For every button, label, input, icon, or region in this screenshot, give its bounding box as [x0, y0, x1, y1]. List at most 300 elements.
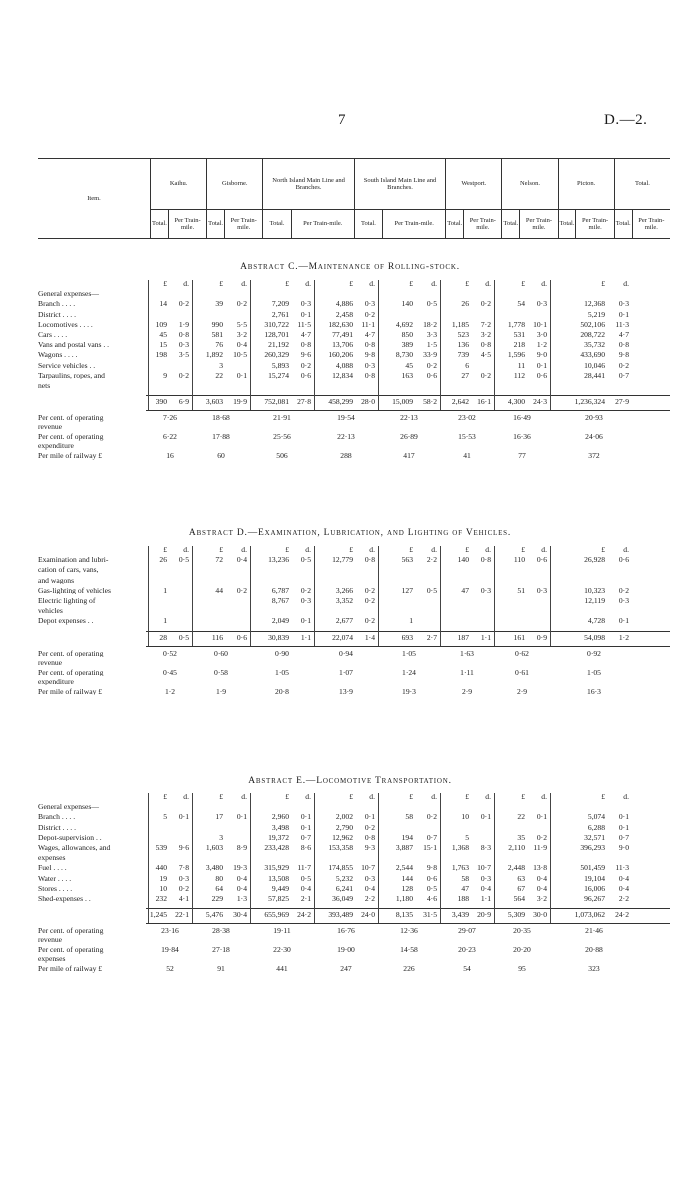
- row-value: 1,596: [507, 350, 525, 360]
- row-value: 15: [159, 340, 167, 350]
- stat-value: 20·35: [513, 926, 531, 936]
- stat-value: 0·45: [163, 667, 177, 677]
- row-value: 564: [513, 894, 525, 903]
- unit-label: d.: [623, 545, 629, 554]
- total-value: 24·0: [361, 910, 375, 920]
- column-divider: [314, 793, 315, 923]
- row-value: 3: [219, 360, 223, 370]
- row-label: Electric lighting of: [38, 597, 96, 605]
- row-value: 0·2: [426, 360, 437, 370]
- stat-value: 0·90: [275, 648, 289, 658]
- row-value: 26: [159, 555, 167, 565]
- unit-label: d.: [541, 279, 547, 288]
- row-value: 0·8: [618, 340, 629, 350]
- unit-label: £: [285, 545, 289, 554]
- header-south-island: South Island Main Line and Branches.: [354, 159, 445, 210]
- row-value: 4,692: [395, 319, 413, 329]
- column-divider: [440, 793, 441, 923]
- row-value: 5: [163, 812, 167, 822]
- row-value: 0·3: [364, 360, 375, 370]
- unit-label: d.: [485, 279, 491, 288]
- abstract-e-title: Abstract E.—Locomotive Transportation.: [248, 776, 452, 786]
- unit-label: £: [285, 792, 289, 801]
- stat-value: 0·60: [214, 648, 228, 658]
- column-divider: [314, 546, 315, 646]
- row-value: 0·3: [618, 596, 629, 605]
- row-label: General expenses—: [38, 803, 99, 811]
- column-divider: [192, 793, 193, 923]
- stat-value: 20·88: [585, 945, 603, 955]
- row-value: 1,603: [205, 843, 223, 852]
- stat-value: 16·36: [513, 432, 531, 442]
- header-item: Item.: [38, 159, 151, 239]
- stat-value: 0·62: [515, 648, 529, 658]
- row-value: 11·1: [361, 319, 375, 329]
- unit-label: £: [219, 545, 223, 554]
- column-divider: [192, 546, 193, 646]
- stat-row: [38, 452, 670, 462]
- row-value: 3·0: [536, 330, 547, 339]
- row-value: 0·4: [236, 873, 247, 883]
- row-value: 9·8: [364, 350, 375, 360]
- total-value: 161: [513, 632, 525, 642]
- total-value: 28: [159, 632, 167, 642]
- row-value: 440: [155, 863, 167, 873]
- row-value: 6: [465, 360, 469, 370]
- table-row: [38, 864, 670, 874]
- row-value: 10·7: [477, 863, 491, 873]
- unit-label: d.: [305, 792, 311, 801]
- row-value: 13,236: [268, 555, 289, 565]
- row-value: 1·1: [480, 894, 491, 903]
- header-picton: Picton.: [558, 159, 614, 210]
- row-value: 2,110: [508, 843, 525, 852]
- total-value: 458,299: [328, 397, 353, 407]
- row-value: 501,459: [580, 863, 605, 873]
- column-divider: [440, 546, 441, 646]
- unit-label: d.: [305, 545, 311, 554]
- total-value: 58·2: [423, 397, 437, 407]
- row-value: 6,787: [271, 585, 289, 595]
- row-value: 12,779: [332, 555, 353, 565]
- row-value: 0·5: [426, 585, 437, 595]
- row-value: 0·3: [300, 299, 311, 309]
- row-value: 0·1: [618, 309, 629, 319]
- document-reference: D.—2.: [604, 112, 648, 128]
- total-value: 16·1: [477, 397, 491, 407]
- table-row: [38, 372, 670, 382]
- row-value: 5·5: [236, 319, 247, 329]
- stat-value: 16·3: [587, 686, 601, 696]
- stat-value: 2·9: [461, 686, 473, 696]
- row-value: 0·1: [236, 370, 247, 380]
- row-value: 0·2: [426, 812, 437, 822]
- row-value: 0·1: [536, 360, 547, 370]
- stat-value: 0·52: [163, 648, 177, 658]
- row-value: 0·2: [178, 299, 189, 309]
- row-value: 12,119: [584, 596, 605, 605]
- unit-label: d.: [183, 279, 189, 288]
- stat-value: 19·84: [161, 945, 179, 955]
- row-value: 0·5: [178, 555, 189, 565]
- row-value: 6,288: [587, 822, 605, 832]
- unit-label: d.: [541, 792, 547, 801]
- row-value: 0·7: [618, 832, 629, 842]
- stat-value: 14·58: [400, 945, 418, 955]
- stat-value: 441: [276, 964, 288, 974]
- row-value: 0·1: [536, 812, 547, 822]
- row-value: 28,441: [584, 370, 605, 380]
- row-value: 0·8: [178, 330, 189, 339]
- row-value: 2,761: [271, 309, 289, 319]
- row-value: 136: [457, 340, 469, 350]
- row-value: 2,448: [507, 863, 525, 873]
- stat-value: 1·07: [339, 667, 353, 677]
- total-value: 31·5: [423, 910, 437, 920]
- total-value: 655,969: [264, 910, 289, 920]
- table-row: [38, 617, 670, 627]
- row-value: 21,192: [268, 340, 289, 350]
- row-value: 10,046: [584, 360, 605, 370]
- stat-value: 1·24: [402, 667, 416, 677]
- row-label: Wagons . . . .: [38, 351, 78, 359]
- total-value: 1·4: [364, 632, 375, 642]
- table-row: [38, 321, 670, 331]
- unit-label: d.: [183, 545, 189, 554]
- row-value: 0·5: [300, 555, 311, 565]
- row-value: 0·4: [236, 883, 247, 893]
- units-row: [38, 280, 670, 290]
- column-divider: [494, 280, 495, 410]
- stat-value: 0·92: [587, 648, 601, 658]
- unit-label: d.: [431, 545, 437, 554]
- total-rule-bottom: [146, 410, 670, 411]
- row-label: Depot-supervision . .: [38, 833, 102, 842]
- row-value: 0·7: [300, 832, 311, 842]
- row-value: 0·5: [300, 873, 311, 883]
- row-value: 8·9: [236, 843, 247, 852]
- row-value: 1·9: [178, 319, 189, 329]
- table-row: [38, 566, 670, 576]
- stat-label: revenue: [38, 423, 63, 431]
- subheader-per-train-mile: Per Train-mile.: [225, 210, 263, 239]
- total-value: 22·1: [175, 910, 189, 920]
- row-value: 4,886: [335, 299, 353, 309]
- stat-row: [38, 688, 670, 698]
- subheader-total: Total.: [263, 210, 291, 239]
- subheader-total: Total.: [446, 210, 464, 239]
- stat-value: 1·2: [164, 686, 176, 696]
- row-value: 4·7: [300, 330, 311, 339]
- row-value: 96,267: [584, 894, 605, 903]
- row-value: 109: [155, 319, 167, 329]
- row-value: 523: [457, 330, 469, 339]
- row-value: 45: [159, 330, 167, 339]
- row-value: 12,368: [584, 299, 605, 309]
- subheader-total: Total.: [207, 210, 225, 239]
- row-value: 0·4: [364, 883, 375, 893]
- row-value: 0·8: [364, 340, 375, 350]
- row-value: 0·8: [364, 370, 375, 380]
- total-value: 752,081: [264, 397, 289, 407]
- table-row: [38, 885, 670, 895]
- row-value: 3·2: [236, 330, 247, 339]
- row-value: 14: [159, 299, 167, 309]
- row-value: 0·2: [364, 585, 375, 595]
- row-value: 12,962: [332, 832, 353, 842]
- row-value: 0·1: [480, 812, 491, 822]
- abstract-c-title: Abstract C.—Maintenance of Rolling-stock.: [240, 262, 460, 272]
- total-value: 4,300: [507, 397, 525, 407]
- row-label: cation of cars, vans,: [38, 566, 99, 574]
- row-value: 11·9: [533, 843, 547, 852]
- stat-label: revenue: [38, 658, 63, 667]
- row-value: 0·4: [536, 883, 547, 893]
- row-value: 0·3: [178, 340, 189, 350]
- total-value: 20·9: [477, 910, 491, 920]
- row-value: 0·4: [618, 883, 629, 893]
- unit-label: £: [465, 792, 469, 801]
- row-value: 2,960: [271, 812, 289, 822]
- row-value: 260,329: [264, 350, 289, 360]
- row-value: 128: [401, 883, 413, 893]
- row-value: 9: [163, 370, 167, 380]
- stat-row: [38, 648, 670, 667]
- unit-label: d.: [241, 792, 247, 801]
- header-kaihu: Kaihu.: [151, 159, 207, 210]
- total-value: 24·2: [615, 910, 629, 920]
- row-label: vehicles: [38, 607, 63, 615]
- subheader-per-train-mile: Per Train-mile.: [383, 210, 446, 239]
- row-label: Wages, allowances, and: [38, 844, 111, 852]
- stat-label: revenue: [38, 936, 63, 944]
- row-value: 3,480: [205, 863, 223, 873]
- row-value: 0·1: [364, 812, 375, 822]
- unit-label: d.: [241, 545, 247, 554]
- row-value: 389: [401, 340, 413, 350]
- table-row: [38, 556, 670, 566]
- unit-label: d.: [485, 792, 491, 801]
- table-row: [38, 290, 670, 300]
- row-value: 58: [405, 812, 413, 822]
- row-value: 11·5: [297, 319, 311, 329]
- row-value: 4·7: [364, 330, 375, 339]
- row-value: 0·2: [178, 370, 189, 380]
- table-row: [38, 834, 670, 844]
- row-value: 581: [211, 330, 223, 339]
- stat-value: 1·05: [402, 648, 416, 658]
- subheader-total: Total.: [354, 210, 382, 239]
- unit-label: d.: [369, 279, 375, 288]
- row-value: 45: [405, 360, 413, 370]
- stat-value: 41: [463, 451, 471, 461]
- row-value: 39: [215, 299, 223, 309]
- abstract-d-title: Abstract D.—Examination, Lubrication, and Lighting of Vehicles.: [188, 528, 512, 538]
- header-north-island: North Island Main Line and Branches.: [263, 159, 354, 210]
- column-divider: [148, 546, 149, 646]
- row-value: 13·8: [533, 863, 547, 873]
- column-divider: [494, 793, 495, 923]
- row-value: 67: [517, 883, 525, 893]
- row-value: 2·2: [426, 555, 437, 565]
- row-value: 5: [465, 832, 469, 842]
- stat-value: 22·13: [337, 432, 355, 442]
- stat-value: 22·30: [273, 945, 291, 955]
- row-value: 77,491: [332, 330, 353, 339]
- row-value: 0·4: [300, 883, 311, 893]
- column-header-table: [38, 158, 670, 241]
- row-value: 3·3: [426, 330, 437, 339]
- row-value: 850: [401, 330, 413, 339]
- unit-label: d.: [485, 545, 491, 554]
- row-value: 19,104: [584, 873, 605, 883]
- stat-value: 19·54: [337, 413, 355, 423]
- row-label: Gas-lighting of vehicles: [38, 586, 111, 595]
- row-value: 0·1: [178, 812, 189, 822]
- stat-value: 18·68: [212, 413, 230, 423]
- table-row: [38, 351, 670, 361]
- total-value: 54,098: [584, 632, 605, 642]
- row-value: 8·3: [480, 843, 491, 852]
- table-row: [38, 854, 670, 864]
- row-value: 0·5: [426, 299, 437, 309]
- row-value: 1,185: [451, 319, 469, 329]
- table-row: [38, 587, 670, 597]
- header-nelson: Nelson.: [502, 159, 558, 210]
- row-value: 0·1: [300, 812, 311, 822]
- total-rule-top: [146, 395, 670, 396]
- row-value: 18·2: [423, 319, 437, 329]
- unit-label: d.: [541, 545, 547, 554]
- total-value: 5,309: [507, 910, 525, 920]
- row-label: District . . . .: [38, 823, 76, 832]
- unit-label: £: [521, 279, 525, 288]
- unit-label: £: [219, 792, 223, 801]
- stat-value: 2·9: [516, 686, 528, 696]
- row-value: 5,893: [271, 360, 289, 370]
- stat-value: 95: [518, 964, 526, 974]
- stat-value: 23·16: [161, 926, 179, 936]
- row-value: 0·1: [300, 309, 311, 319]
- total-value: 693: [401, 632, 413, 642]
- units-row: [38, 546, 670, 556]
- column-divider: [192, 280, 193, 410]
- row-value: 32,571: [584, 832, 605, 842]
- row-value: 1·5: [426, 340, 437, 350]
- subheader-per-train-mile: Per Train-mile.: [168, 210, 206, 239]
- stat-value: 22·13: [400, 413, 418, 423]
- stat-value: 372: [588, 451, 600, 461]
- row-value: 1·3: [236, 894, 247, 903]
- stat-value: 91: [217, 964, 225, 974]
- unit-label: d.: [431, 279, 437, 288]
- table-row: [38, 311, 670, 321]
- unit-label: £: [409, 545, 413, 554]
- row-value: 64: [215, 883, 223, 893]
- column-divider: [314, 280, 315, 410]
- table-row: [38, 362, 670, 372]
- row-value: 0·1: [618, 616, 629, 626]
- column-divider: [550, 280, 551, 410]
- row-value: 17: [215, 812, 223, 822]
- row-value: 5,232: [335, 873, 353, 883]
- row-value: 33·9: [423, 350, 437, 360]
- row-label: nets: [38, 382, 51, 390]
- row-value: 0·3: [178, 873, 189, 883]
- total-value: 30·4: [233, 910, 247, 920]
- table-row: [38, 813, 670, 823]
- unit-label: £: [349, 792, 353, 801]
- subheader-total: Total.: [558, 210, 576, 239]
- row-value: 0·4: [236, 340, 247, 350]
- total-value: 393,489: [328, 910, 353, 920]
- row-value: 739: [457, 350, 469, 360]
- row-value: 0·2: [364, 596, 375, 605]
- row-value: 0·2: [364, 616, 375, 626]
- unit-label: d.: [623, 279, 629, 288]
- row-value: 0·2: [480, 299, 491, 309]
- unit-label: £: [521, 545, 525, 554]
- row-value: 35: [517, 832, 525, 842]
- stat-value: 19·11: [273, 926, 291, 936]
- column-divider: [494, 546, 495, 646]
- row-value: 3·5: [178, 350, 189, 360]
- row-value: 9·0: [618, 843, 629, 852]
- row-value: 0·2: [236, 585, 247, 595]
- row-value: 1,778: [507, 319, 525, 329]
- total-value: 1,073,062: [574, 910, 605, 920]
- unit-label: £: [409, 279, 413, 288]
- header-gisborne: Gisborne.: [207, 159, 263, 210]
- row-value: 1,180: [395, 894, 413, 903]
- column-divider: [378, 793, 379, 923]
- stat-value: 1·05: [587, 667, 601, 677]
- row-value: 0·5: [426, 883, 437, 893]
- row-value: 0·6: [618, 555, 629, 565]
- row-value: 2,544: [395, 863, 413, 873]
- row-value: 11·3: [615, 863, 629, 873]
- row-value: 0·2: [236, 299, 247, 309]
- row-value: 182,630: [328, 319, 353, 329]
- row-value: 15,274: [268, 370, 289, 380]
- unit-label: £: [409, 792, 413, 801]
- row-value: 2·2: [364, 894, 375, 903]
- page-number: 7: [338, 112, 346, 128]
- row-value: 502,106: [580, 319, 605, 329]
- stat-row: [38, 413, 670, 431]
- row-value: 72: [215, 555, 223, 565]
- row-label: Locomotives . . . .: [38, 320, 93, 329]
- stat-row: [38, 432, 670, 450]
- row-value: 15·1: [423, 843, 437, 852]
- row-value: 4,728: [587, 616, 605, 626]
- row-value: 19: [159, 873, 167, 883]
- total-value: 0·6: [236, 632, 247, 642]
- row-value: 0·1: [236, 812, 247, 822]
- row-value: 1: [163, 616, 167, 626]
- row-value: 8·6: [300, 843, 311, 852]
- total-value: 3,439: [451, 910, 469, 920]
- row-value: 1,368: [451, 843, 469, 852]
- stat-value: 1·9: [215, 686, 227, 696]
- total-rule-top: [146, 631, 670, 632]
- row-value: 9,449: [271, 883, 289, 893]
- stat-value: 226: [403, 964, 415, 974]
- row-value: 76: [215, 340, 223, 350]
- stat-value: 21·46: [585, 926, 603, 936]
- row-value: 0·2: [178, 883, 189, 893]
- row-value: 0·3: [536, 585, 547, 595]
